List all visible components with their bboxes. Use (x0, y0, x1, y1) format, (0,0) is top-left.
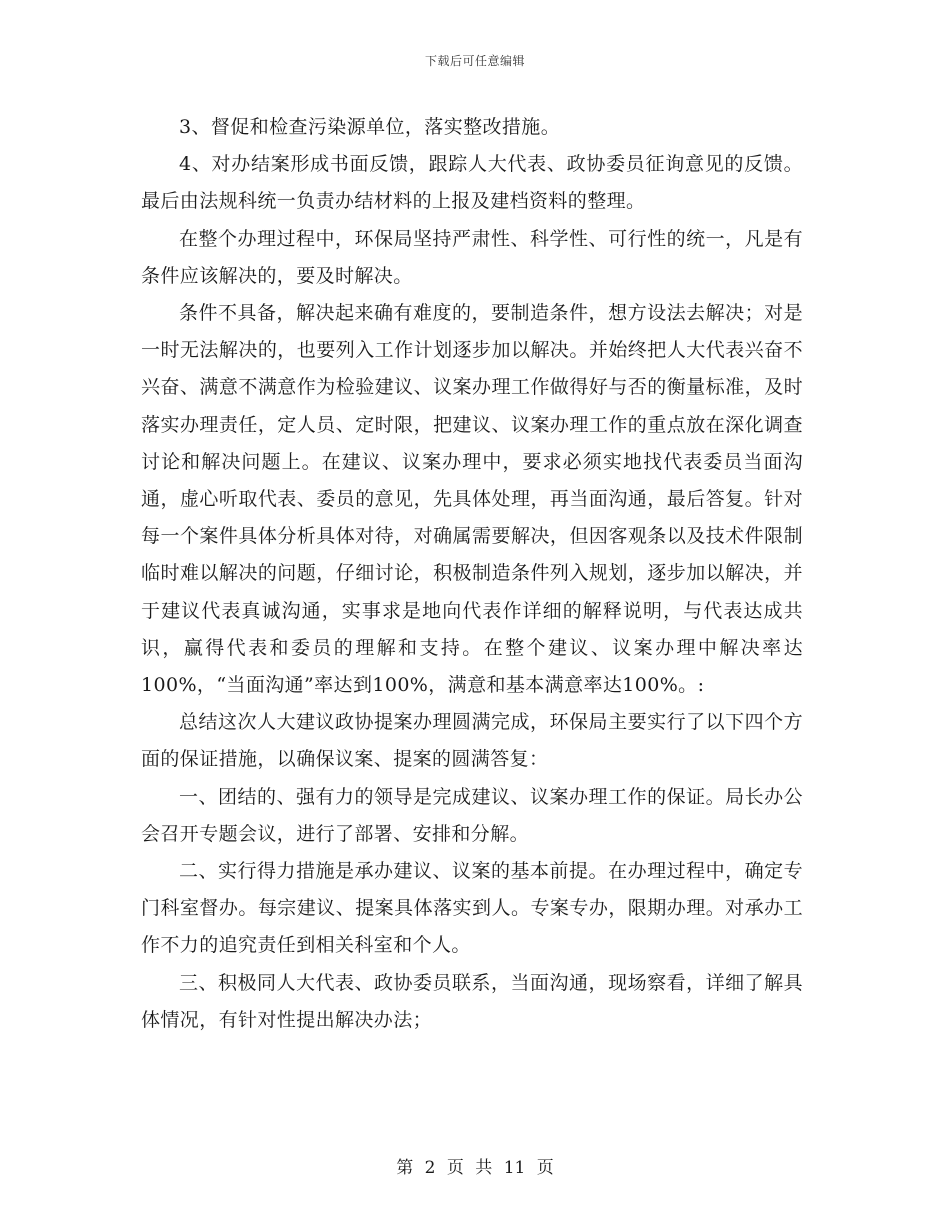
page-number-footer: 第 2 页 共 11 页 (396, 1158, 554, 1178)
paragraph: 4、对办结案形成书面反馈，跟踪人大代表、政协委员征询意见的反馈。最后由法规科统一负责办结材料的上报及建档资料的整理。 (141, 153, 803, 213)
paragraph: 3、督促和检查污染源单位，落实整改措施。 (179, 116, 561, 138)
page-header: 下载后可任意编辑 (424, 54, 525, 68)
paragraph: 一、团结的、强有力的领导是完成建议、议案办理工作的保证。局长办公会召开专题会议，进行了部署、安排和分解。 (141, 785, 803, 845)
paragraph: 三、积极同人大代表、政协委员联系，当面沟通，现场察看，详细了解具体情况，有针对性提出解决办法； (141, 971, 803, 1031)
paragraph: 条件不具备，解决起来确有难度的，要制造条件，想方设法去解决；对是一时无法解决的，也要列入工作计划逐步加以解决。并始终把人大代表兴奋不兴奋、满意不满意作为检验建议、议案办理工作做得好与否的衡量标准，及时落实办理责任，定人员、定时限，把建议、议案办理工作的重点放在深化调查讨论和解决问题上。在建议、议案办理中，要求必须实地找代表委员当面沟通，虚心听取代表、委员的意见，先具体处理，再当面沟通，最后答复。针对每一个案件具体分析具体对待，对确属需要解决，但因客观条以及技术件限制临时难以解决的问题，仔细讨论，积极制造条件列入规划，逐步加以解决，并于建议代表真诚沟通，实事求是地向代表作详细的解释说明，与代表达成共识，赢得代表和委员的理解和支持。在整个建议、议案办理中解决率达100%，“当面沟通”率达到100%，满意和基本满意率达100%。: (141, 302, 803, 697)
paragraph: 二、实行得力措施是承办建议、议案的基本前提。在办理过程中，确定专门科室督办。每宗建议、提案具体落实到人。专案专办，限期办理。对承办工作不力的追究责任到相关科室和个人。 (141, 860, 803, 957)
paragraph: 总结这次人大建议政协提案办理圆满完成，环保局主要实行了以下四个方面的保证措施，以确保议案、提案的圆满答复： (141, 711, 803, 771)
paragraph: 在整个办理过程中，环保局坚持严肃性、科学性、可行性的统一，凡是有条件应该解决的，要及时解决。 (141, 227, 803, 287)
document-body (141, 109, 803, 1039)
